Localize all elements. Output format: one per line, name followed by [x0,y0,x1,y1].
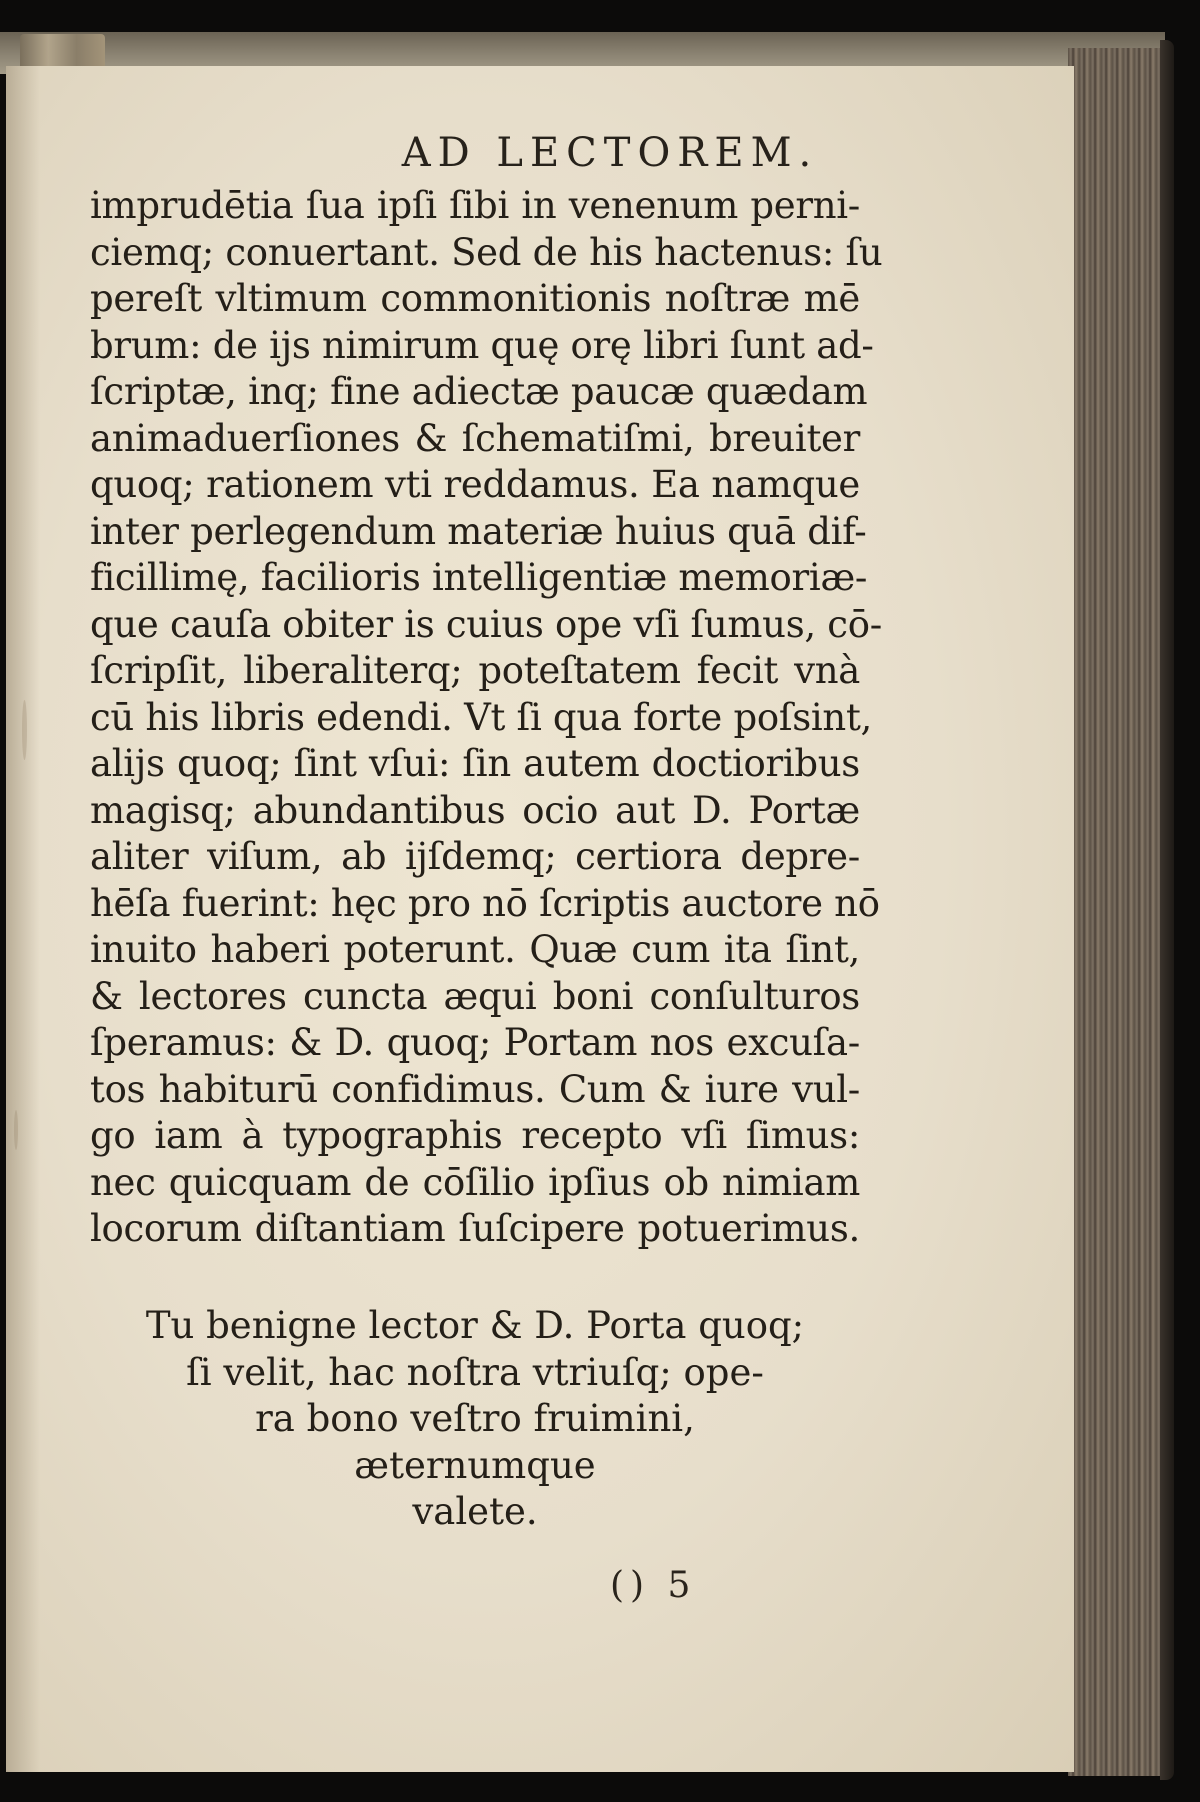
text-line: nec quicquam de cōſilio ipſius ob nimiam [90,1160,860,1204]
text-line: & lectores cuncta æqui boni conſulturos [90,974,860,1018]
binding-tie [20,34,105,70]
page-gutter-shadow [6,66,40,1772]
text-line: ſcriptæ, inq; fine adiectæ paucæ quædam [90,370,868,413]
text-line: inter perlegendum materiæ huius quā dif- [90,509,867,553]
body-text [90,183,883,1253]
text-line: brum: de ijs nimirum quę orę libri ſunt ad- [90,323,874,367]
text-line: cū his libris edendi. Vt ſi qua forte poſsint, [90,695,872,739]
page-stain [14,1110,18,1150]
text-line: inuito haberi poterunt. Quæ cum ita ſint, [90,928,860,971]
text-line: ſperamus: & D. quoq; Portam nos excuſa- [90,1021,860,1064]
cover-edge-shadow [1160,40,1174,1780]
signature-mark: () 5 [610,1565,697,1606]
page-fore-edge [1068,48,1170,1776]
closing-paragraph [90,1303,860,1536]
closing-line: ſi velit, hac noſtra vtriuſq; ope- [186,1350,764,1394]
page-stain [22,700,27,760]
text-line: que cauſa obiter is cuius ope vſi ſumus, cō- [90,602,882,646]
text-line: locorum diſtantiam ſuſcipere potuerimus. [90,1207,860,1250]
text-line: hēſa fuerint: hęc pro nō ſcriptis auctore nō [90,881,880,925]
text-line: pereſt vltimum commonitionis noſtræ mē [90,277,860,320]
text-line: ſcripſit, liberaliterq; poteſtatem fecit vnà [90,649,860,692]
closing-line: valete. [412,1490,538,1533]
running-header: AD LECTOREM. [401,130,819,176]
text-line: go iam à typographis recepto vſi ſimus: [90,1114,860,1157]
text-line: ciemq; conuertant. Sed de his hactenus: ſu [90,230,883,274]
text-line: animaduerſiones & ſchematiſmi, breuiter [90,416,860,460]
closing-line: æternumque [354,1443,596,1487]
closing-line: Tu benigne lector & D. Porta quoq; [145,1304,805,1347]
text-line: imprudētia ſua ipſi ſibi in venenum perni- [90,184,860,227]
text-line: aliter viſum, ab ijſdemq; certiora depre- [90,835,860,878]
text-line: magisq; abundantibus ocio aut D. Portæ [90,788,860,832]
text-line: ficillimę, facilioris intelligentiæ memoriæ- [90,556,868,599]
text-line: tos habiturū confidimus. Cum & iure vul- [90,1067,860,1111]
text-line: quoq; rationem vti reddamus. Ea namque [90,463,860,506]
closing-line: ra bono veſtro fruimini, [255,1397,695,1440]
text-line: alijs quoq; ſint vſui: ſin autem doctioribus [90,742,860,785]
